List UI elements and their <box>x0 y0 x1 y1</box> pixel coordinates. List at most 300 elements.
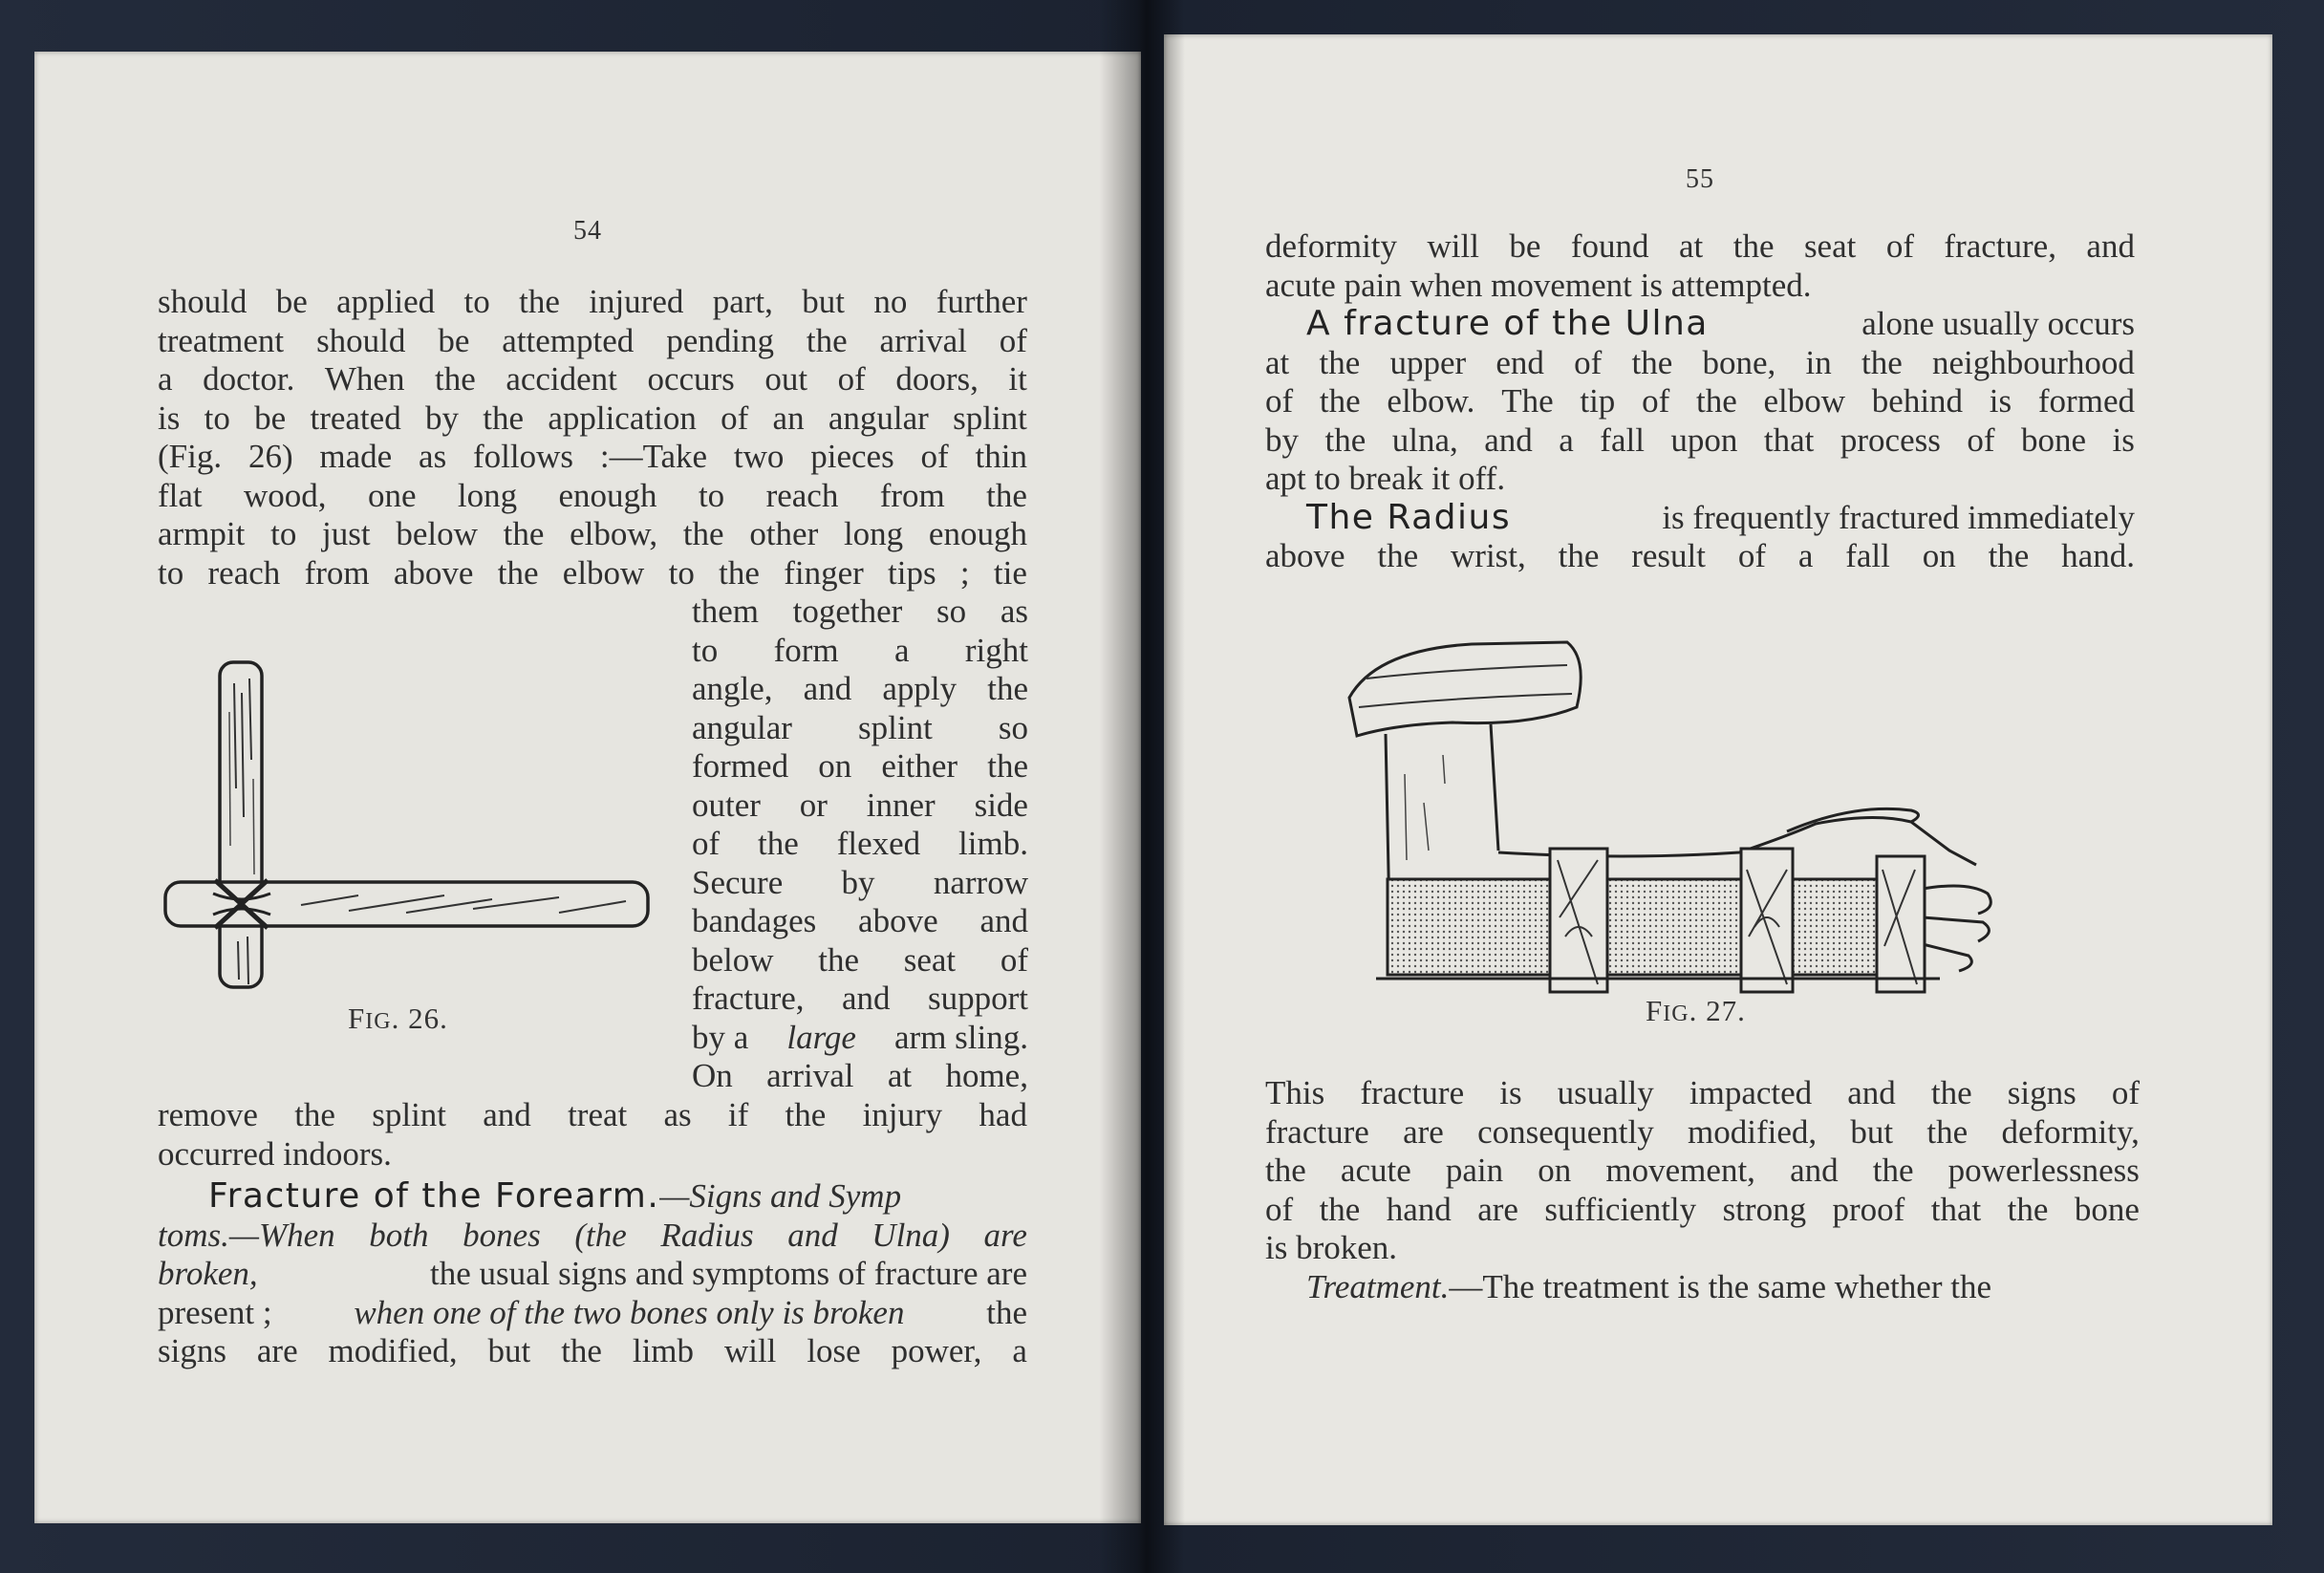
word: and <box>842 980 891 1017</box>
word: formed <box>692 747 789 785</box>
text-line: apt to break it off. <box>1265 460 1506 497</box>
word: long <box>457 476 518 514</box>
word: but <box>487 1332 531 1369</box>
word: to <box>692 631 719 669</box>
word: are <box>256 1332 298 1369</box>
word: elbow <box>562 553 645 592</box>
word: are <box>1403 1112 1444 1151</box>
text-line <box>692 902 1028 941</box>
word: fall <box>1600 420 1645 459</box>
word: above <box>393 553 474 592</box>
word: and <box>979 902 1028 939</box>
word: a <box>893 631 910 669</box>
word: made <box>319 438 393 475</box>
text-line <box>1265 1191 2140 1230</box>
word: accident <box>506 360 617 398</box>
word: on <box>818 747 852 785</box>
word: together <box>792 593 903 630</box>
word: the <box>1872 1152 1914 1189</box>
word: impacted <box>1689 1074 1813 1111</box>
word: will <box>1427 227 1479 265</box>
page-number-right: 55 <box>1686 164 1714 194</box>
word: of <box>1642 382 1670 420</box>
word: below <box>692 940 774 979</box>
word: ulna, <box>1391 420 1458 459</box>
word: lose <box>807 1332 861 1369</box>
word: will <box>723 1332 777 1369</box>
figure-caption-26 <box>348 1002 448 1036</box>
word: wood, <box>244 476 327 514</box>
text-fragment: the usual signs and symptoms of fracture are <box>430 1255 1027 1292</box>
word: of <box>1885 227 1914 265</box>
word: to <box>463 283 490 320</box>
word: to <box>204 399 230 437</box>
word: (the <box>574 1216 627 1254</box>
word: support <box>928 980 1028 1017</box>
word: attempted <box>502 321 635 359</box>
word: treat <box>568 1096 628 1133</box>
word: occurs <box>647 360 735 398</box>
text-line <box>1265 537 2135 576</box>
word: limb. <box>958 825 1028 862</box>
word: the <box>806 321 848 359</box>
word: injured <box>589 283 684 320</box>
word: to <box>698 476 725 514</box>
word: finger <box>784 553 864 592</box>
text-line <box>158 1177 1027 1217</box>
word: application <box>548 399 697 437</box>
word: the <box>1631 343 1673 381</box>
word: of <box>1265 382 1294 420</box>
word: and <box>1484 420 1533 459</box>
word: or <box>799 786 828 824</box>
word: one <box>367 476 417 514</box>
text-line <box>692 980 1028 1019</box>
word: that <box>1763 420 1815 459</box>
word: pending <box>666 321 774 359</box>
book-gutter <box>1099 0 1185 1573</box>
word: The <box>1501 382 1554 420</box>
text-line <box>692 1057 1028 1096</box>
word: result <box>1631 537 1706 574</box>
word: be <box>275 283 308 320</box>
word: the <box>1377 537 1419 574</box>
word: the <box>987 747 1028 785</box>
text-line <box>1265 382 2135 421</box>
word: fracture, <box>1944 227 2056 265</box>
text-line <box>1265 305 2135 344</box>
text-line <box>1265 421 2135 461</box>
word: the <box>519 283 560 320</box>
word: of <box>721 399 749 437</box>
word: right <box>964 631 1028 669</box>
word: them <box>692 593 759 630</box>
word: it <box>1008 360 1027 398</box>
word: and <box>2086 227 2135 265</box>
word: 26) <box>247 438 293 475</box>
word: two <box>733 438 785 475</box>
word: of <box>1265 1190 1294 1228</box>
word: the <box>987 670 1028 707</box>
word: acute <box>1340 1152 1411 1189</box>
word: a <box>1797 537 1814 574</box>
text-line: is broken. <box>1265 1229 1398 1266</box>
word: the <box>1732 227 1775 265</box>
word: if <box>727 1096 749 1133</box>
caption-text: . 26. <box>391 1002 448 1035</box>
word: the <box>986 476 1027 514</box>
word: out <box>764 360 808 398</box>
word: the <box>1319 382 1361 420</box>
word: bone <box>2074 1190 2140 1228</box>
word: flat <box>158 476 203 514</box>
word: no <box>873 283 908 320</box>
word: formed <box>2037 382 2135 420</box>
word: just <box>322 515 371 552</box>
word: the <box>1319 1190 1361 1228</box>
text-line <box>1265 227 2135 267</box>
word: part, <box>712 283 773 320</box>
word: are <box>1477 1190 1518 1228</box>
section-heading: Fracture of the Forearm. <box>208 1176 660 1216</box>
word: narrow <box>933 863 1028 901</box>
word: should <box>316 321 406 359</box>
left-paragraph-top <box>158 283 1027 593</box>
word: the <box>1926 1112 1969 1151</box>
text-fragment: the <box>986 1293 1027 1331</box>
caption-text: F <box>1646 994 1664 1027</box>
word: long <box>843 515 904 552</box>
word: at <box>1679 227 1704 265</box>
text-fragment-italic: —Signs and Symp <box>659 1177 902 1215</box>
word: treatment <box>158 321 285 359</box>
text-line <box>158 283 1027 322</box>
word: tip <box>1580 382 1616 420</box>
text-line <box>692 747 1028 786</box>
word: angle, <box>692 670 773 707</box>
text-line <box>692 1019 1028 1058</box>
word: above <box>858 902 938 939</box>
word: doctor. <box>203 360 295 398</box>
word: applied <box>336 283 436 320</box>
word: angular <box>692 708 792 746</box>
text-line <box>158 399 1027 439</box>
word: by <box>1265 420 1299 459</box>
word: follows <box>473 438 574 475</box>
word: Ulna) <box>872 1216 950 1254</box>
figure-caption-27 <box>1646 994 1746 1028</box>
word: the <box>758 825 799 862</box>
word: on <box>1922 537 1956 574</box>
word: powerlessness <box>1947 1152 2140 1189</box>
word: strong <box>1722 1190 1807 1228</box>
word: reach <box>765 476 839 514</box>
word: the <box>561 1332 602 1369</box>
word: movement, <box>1605 1152 1755 1189</box>
caption-text: . 27. <box>1689 994 1746 1027</box>
word: apply <box>882 670 958 707</box>
text-line <box>692 941 1028 980</box>
word: deformity, <box>2001 1112 2140 1151</box>
text-line <box>158 1217 1027 1256</box>
word: form <box>773 631 839 669</box>
word: and <box>803 670 852 707</box>
word: arrival <box>766 1057 854 1094</box>
word: found <box>1570 227 1649 265</box>
word: neighbourhood <box>1931 343 2135 381</box>
caption-text: IG <box>1663 1002 1689 1026</box>
text-line: occurred indoors. <box>158 1134 392 1173</box>
text-line <box>158 1255 1027 1294</box>
word: pain <box>1445 1152 1504 1189</box>
word: is <box>1989 382 2012 420</box>
word: further <box>936 283 1027 320</box>
word: in <box>1805 343 1832 381</box>
word: of <box>692 825 721 862</box>
word: bone <box>2020 420 2087 459</box>
left-narrow-column <box>692 593 1028 1096</box>
word: side <box>974 786 1028 824</box>
word: angular <box>828 399 929 437</box>
word: Secure <box>692 863 784 901</box>
word: and <box>483 1096 531 1133</box>
word: splint <box>953 399 1027 437</box>
word: :—Take <box>599 438 708 475</box>
word: the <box>1930 1074 1972 1111</box>
text-line <box>1265 1268 2140 1307</box>
text-fragment-italic: broken, <box>158 1255 258 1292</box>
word: both <box>369 1216 429 1254</box>
word: be <box>254 399 287 437</box>
word: consequently <box>1477 1112 1654 1151</box>
word: ; <box>959 553 970 592</box>
word: upon <box>1670 420 1738 459</box>
word: fracture, <box>692 980 805 1017</box>
word: the <box>435 360 476 398</box>
word: fall <box>1845 537 1890 574</box>
text-line <box>692 825 1028 864</box>
text-line <box>158 477 1027 516</box>
word: of <box>1000 940 1028 979</box>
word: the <box>1988 537 2030 574</box>
word: the <box>483 399 525 437</box>
word: splint <box>858 708 933 746</box>
word: that <box>1930 1190 1982 1228</box>
text-line <box>1265 1113 2140 1153</box>
word: from <box>879 476 945 514</box>
word: power, <box>891 1332 982 1369</box>
word: other <box>749 515 819 552</box>
text-fragment: arm sling. <box>894 1018 1028 1056</box>
word: tips <box>888 553 936 592</box>
word: the <box>2007 1190 2049 1228</box>
word: as <box>663 1096 692 1133</box>
caption-text: IG <box>365 1009 392 1034</box>
page-number-left: 54 <box>573 216 602 246</box>
section-heading: The Radius <box>1306 497 1512 537</box>
word: behind <box>1871 382 1964 420</box>
word: of <box>2111 1074 2140 1111</box>
word: flexed <box>836 825 921 862</box>
word: hand. <box>2061 537 2135 574</box>
text-fragment-italic: when one of the two bones only is broken <box>354 1293 905 1331</box>
word: of <box>999 321 1027 359</box>
forearm-splint-figure <box>1338 631 2064 994</box>
word: fracture <box>1265 1112 1369 1151</box>
word: by <box>841 863 875 901</box>
text-line <box>692 864 1028 903</box>
text-line <box>158 1332 1027 1371</box>
word: hand <box>1386 1190 1452 1228</box>
text-fragment-italic: Treatment. <box>1306 1267 1450 1305</box>
word: but <box>802 283 845 320</box>
word: and <box>787 1216 838 1254</box>
word: but <box>1850 1112 1894 1151</box>
word: splint <box>372 1096 447 1133</box>
word: (Fig. <box>158 438 223 475</box>
word: are <box>983 1216 1027 1254</box>
word: as <box>419 438 447 475</box>
word: at <box>887 1057 913 1094</box>
word: an <box>772 399 805 437</box>
text-line <box>692 593 1028 632</box>
word: so <box>936 593 967 630</box>
text-line <box>158 554 1027 593</box>
text-line: acute pain when movement is attempted. <box>1265 266 1812 304</box>
word: the <box>1319 343 1361 381</box>
word: treated <box>310 399 401 437</box>
word: a <box>1559 420 1574 459</box>
right-paragraph-bottom <box>1265 1074 2140 1306</box>
text-line <box>158 322 1027 361</box>
word: end <box>1496 343 1544 381</box>
word: arrival <box>879 321 967 359</box>
word: be <box>1509 227 1541 265</box>
word: sufficiently <box>1544 1190 1697 1228</box>
word: bones <box>463 1216 541 1254</box>
word: wrist, <box>1451 537 1526 574</box>
word: usually <box>1557 1074 1654 1111</box>
word: seat <box>1803 227 1857 265</box>
word: below <box>396 515 478 552</box>
text-line <box>692 709 1028 748</box>
word: On <box>692 1057 733 1094</box>
word: bone, <box>1702 343 1776 381</box>
word: the <box>785 1096 827 1133</box>
word: either <box>881 747 958 785</box>
word: process <box>1840 420 1941 459</box>
word: elbow. <box>1387 382 1475 420</box>
word: elbow, <box>570 515 658 552</box>
word: of <box>1574 343 1603 381</box>
word: the <box>294 1096 335 1133</box>
word: pieces <box>810 438 894 475</box>
caption-text: F <box>348 1002 366 1035</box>
word: inner <box>866 786 936 824</box>
text-fragment: alone usually occurs <box>1861 305 2135 342</box>
word: be <box>438 321 470 359</box>
text-line <box>692 670 1028 709</box>
word: on <box>1538 1152 1572 1189</box>
text-line <box>1265 499 2135 538</box>
text-line <box>1265 344 2135 383</box>
word: outer <box>692 786 761 824</box>
text-fragment: by a <box>692 1018 749 1056</box>
word: bandages <box>692 902 817 939</box>
word: thin <box>975 438 1027 475</box>
angular-splint-figure <box>158 655 659 999</box>
word: by <box>424 399 459 437</box>
word: limb <box>632 1332 695 1369</box>
word: of <box>837 360 866 398</box>
word: elbow <box>1763 382 1846 420</box>
text-line <box>158 1294 1027 1333</box>
word: tie <box>993 553 1027 592</box>
section-heading: A fracture of the Ulna <box>1306 304 1709 343</box>
word: proof <box>1832 1190 1905 1228</box>
word: doors, <box>895 360 979 398</box>
right-paragraph-top <box>1265 227 2135 576</box>
word: the <box>1265 1152 1306 1189</box>
word: remove <box>158 1096 258 1133</box>
text-line <box>158 1096 1027 1135</box>
text-line <box>158 360 1027 399</box>
word: the <box>503 515 545 552</box>
word: of <box>920 438 949 475</box>
word: home, <box>945 1057 1028 1094</box>
text-line <box>158 438 1027 477</box>
word: of <box>1967 420 1995 459</box>
word: is <box>1499 1074 1522 1111</box>
text-line <box>158 515 1027 554</box>
left-paragraph-bottom <box>158 1096 1027 1371</box>
word: injury <box>862 1096 943 1133</box>
word: is <box>2112 420 2135 459</box>
word: the <box>1324 420 1366 459</box>
word: armpit <box>158 515 246 552</box>
text-fragment: —The treatment is the same whether the <box>1449 1267 1991 1305</box>
word: to <box>668 553 695 592</box>
word: When <box>324 360 405 398</box>
word: signs <box>2007 1074 2077 1111</box>
word: and <box>1790 1152 1839 1189</box>
word: signs <box>158 1332 226 1369</box>
word: the <box>1558 537 1600 574</box>
word: so <box>998 708 1028 746</box>
word: fracture <box>1360 1074 1465 1111</box>
text-line <box>1265 1074 2140 1113</box>
word: toms.—When <box>158 1216 335 1254</box>
word: of <box>1737 537 1766 574</box>
word: This <box>1265 1074 1325 1111</box>
word: reach <box>207 553 281 592</box>
word: modified, <box>1688 1112 1818 1151</box>
word: from <box>304 553 370 592</box>
word: modified, <box>328 1332 458 1369</box>
word: at <box>1265 343 1290 381</box>
word: above <box>1265 537 1345 574</box>
text-line <box>692 632 1028 671</box>
word: as <box>1000 593 1028 630</box>
text-line <box>1265 1152 2140 1191</box>
word: the <box>1695 382 1737 420</box>
word: had <box>979 1096 1027 1133</box>
word: upper <box>1389 343 1467 381</box>
word: the <box>818 940 860 979</box>
word: the <box>682 515 724 552</box>
word: should <box>158 283 247 320</box>
word: a <box>158 360 173 398</box>
